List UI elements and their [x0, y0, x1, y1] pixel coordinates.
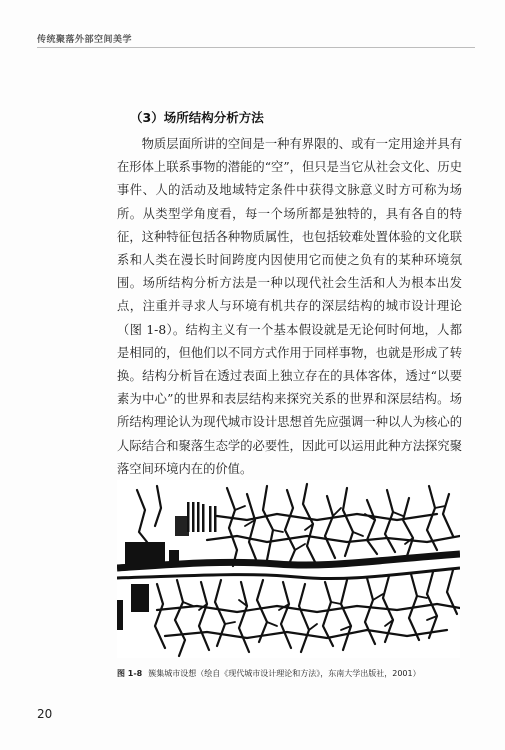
body-paragraph: 物质层面所讲的空间是一种有界限的、或有一定用途并具有在形体上联系事物的潜能的“空”，但只是当它从社会文化、历史事件、人的活动及地域特定条件中获得文脉意义时方可称为场所。从类型学角度看，每一个场所都是独特的，具有各自的特征，这种特征包括各种物质属性，也包括较难处置体验的文化联系和人类在漫长时间跨度内因使用它而使之负有的某种环境氛围。场所结构分析方法是一种以现代社会生活和人为根本出发点，注重并寻求人与环境有机共存的深层结构的城市设计理论（图 1-8）。结构主义有一个基本假设就是无论何时何地，人都是相同的，但他们以不同方式作用于同样事物，也就是形成了转换。结构分析旨在透过表面上独立存在的具体客体，透过“以要素为中心”的世界和表层结构来探究关系的世界和深层结构。场所结构理论认为现代城市设计思想首先应强调一种以人为核心的人际结合和聚落生态学的必要性，因此可以运用此种方法探究聚落空间环境内在的价值。 — [117, 137, 462, 476]
figure-caption-label: 图 1-8 — [117, 669, 143, 678]
figure-cluster-city-map — [117, 480, 460, 658]
cluster-city-map-illustration — [117, 480, 460, 658]
section-heading: （3）场所结构分析方法 — [130, 110, 264, 125]
page-number: 20 — [37, 707, 53, 721]
figure-caption — [117, 668, 421, 679]
body-text — [117, 133, 462, 481]
running-title: 传统聚落外部空间美学 — [37, 35, 133, 45]
figure-caption-text: 簇集城市设想（绘自《现代城市设计理论和方法》，东南大学出版社，2001） — [148, 669, 421, 678]
header-rule — [37, 47, 475, 48]
running-header — [0, 32, 505, 48]
